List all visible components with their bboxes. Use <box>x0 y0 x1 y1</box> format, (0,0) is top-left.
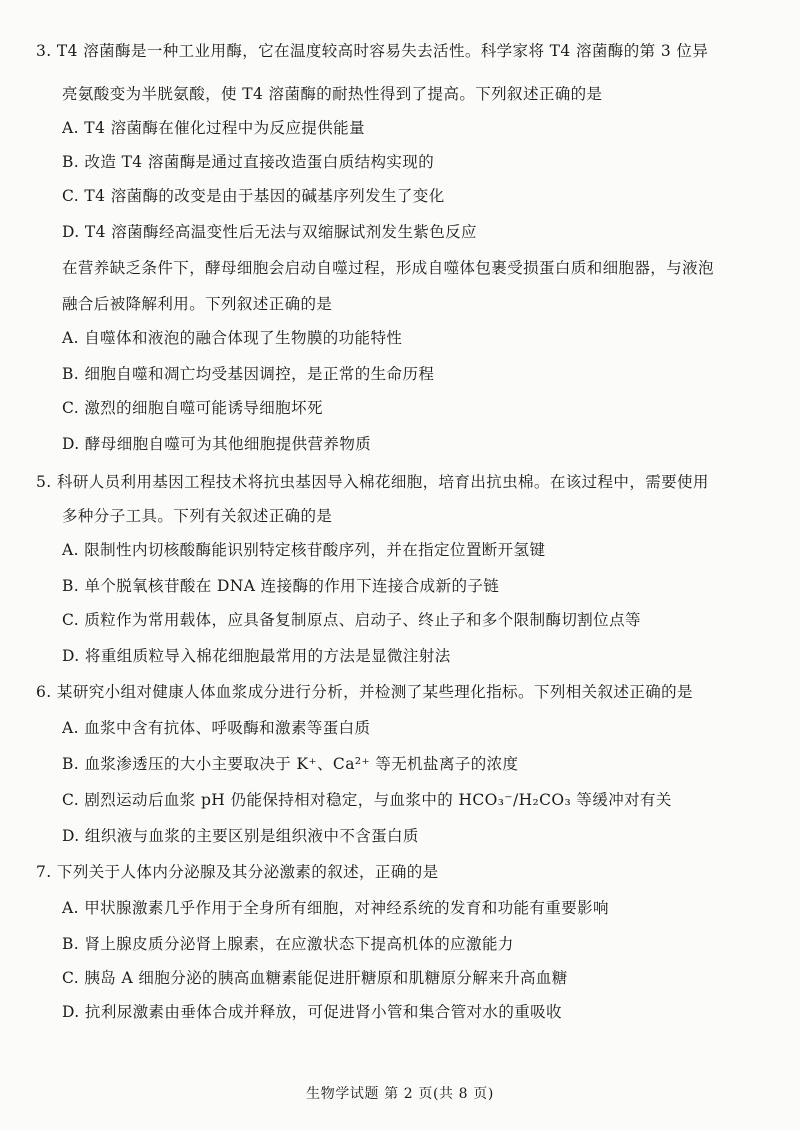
question-4-option-b: B. 细胞自噬和凋亡均受基因调控，是正常的生命历程 <box>62 365 435 383</box>
question-5-option-a: A. 限制性内切核酸酶能识别特定核苷酸序列，并在指定位置断开氢键 <box>62 541 546 559</box>
question-6-option-c: C. 剧烈运动后血浆 pH 仍能保持相对稳定，与血浆中的 HCO₃⁻/H₂CO₃ 等缓冲对有关 <box>62 791 672 809</box>
question-4-stem-line-2: 融合后被降解利用。下列叙述正确的是 <box>62 295 333 313</box>
question-5-stem-line-1: 5. 科研人员利用基因工程技术将抗虫基因导入棉花细胞，培育出抗虫棉。在该过程中，需要使用 <box>36 473 709 491</box>
question-4-option-a: A. 自噬体和液泡的融合体现了生物膜的功能特性 <box>62 329 403 347</box>
question-6-stem-line-1: 6. 某研究小组对健康人体血浆成分进行分析，并检测了某些理化指标。下列相关叙述正确的是 <box>36 683 693 701</box>
question-3-stem-line-1: 3. T4 溶菌酶是一种工业用酶，它在温度较高时容易失去活性。科学家将 T4 溶菌酶的第 3 位异 <box>36 42 709 60</box>
question-7-option-b: B. 肾上腺皮质分泌肾上腺素，在应激状态下提高机体的应激能力 <box>62 935 514 953</box>
question-4-option-c: C. 激烈的细胞自噬可能诱导细胞坏死 <box>62 399 323 417</box>
question-6-option-d: D. 组织液与血浆的主要区别是组织液中不含蛋白质 <box>62 827 419 845</box>
question-5-option-b: B. 单个脱氧核苷酸在 DNA 连接酶的作用下连接合成新的子链 <box>62 577 500 595</box>
question-7-option-a: A. 甲状腺激素几乎作用于全身所有细胞，对神经系统的发育和功能有重要影响 <box>62 899 609 917</box>
question-7-option-c: C. 胰岛 A 细胞分泌的胰高血糖素能促进肝糖原和肌糖原分解来升高血糖 <box>62 969 568 987</box>
question-7-option-d: D. 抗利尿激素由垂体合成并释放，可促进肾小管和集合管对水的重吸收 <box>62 1003 562 1021</box>
page-footer: 生物学试题 第 2 页(共 8 页) <box>306 1086 494 1102</box>
question-7-stem-line-1: 7. 下列关于人体内分泌腺及其分泌激素的叙述，正确的是 <box>36 863 439 881</box>
question-3-option-b: B. 改造 T4 溶菌酶是通过直接改造蛋白质结构实现的 <box>62 153 435 171</box>
question-3-option-a: A. T4 溶菌酶在催化过程中为反应提供能量 <box>62 119 365 137</box>
question-6-option-b: B. 血浆渗透压的大小主要取决于 K⁺、Ca²⁺ 等无机盐离子的浓度 <box>62 755 519 773</box>
question-3-option-c: C. T4 溶菌酶的改变是由于基因的碱基序列发生了变化 <box>62 187 445 205</box>
question-3-option-d: D. T4 溶菌酶经高温变性后无法与双缩脲试剂发生紫色反应 <box>62 223 477 241</box>
question-4-stem-line-1: 在营养缺乏条件下，酵母细胞会启动自噬过程，形成自噬体包裹受损蛋白质和细胞器，与液泡 <box>62 259 714 277</box>
question-4-option-d: D. 酵母细胞自噬可为其他细胞提供营养物质 <box>62 435 372 453</box>
question-5-stem-line-2: 多种分子工具。下列有关叙述正确的是 <box>62 507 333 525</box>
question-3-stem-line-2: 亮氨酸变为半胱氨酸，使 T4 溶菌酶的耐热性得到了提高。下列叙述正确的是 <box>62 85 603 103</box>
question-6-option-a: A. 血浆中含有抗体、呼吸酶和激素等蛋白质 <box>62 719 371 737</box>
question-5-option-c: C. 质粒作为常用载体，应具备复制原点、启动子、终止子和多个限制酶切割位点等 <box>62 611 641 629</box>
question-5-option-d: D. 将重组质粒导入棉花细胞最常用的方法是显微注射法 <box>62 647 451 665</box>
